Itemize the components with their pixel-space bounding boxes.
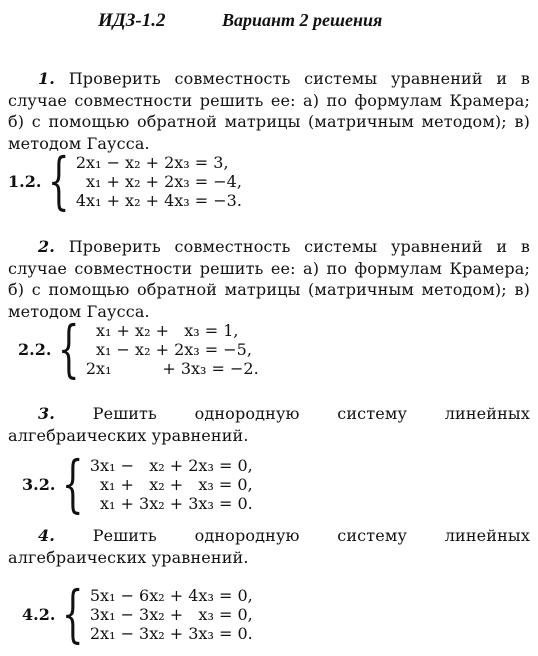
equation: 3x₁ − 3x₂ + x₃ = 0, [89,604,253,624]
task-2-body: Проверить совместность системы уравнений и в случае совместности решить ее: а) по формулам Крамера; б) с помощью обратной матрицы (матричным методом); в) методом Гаусса. [8,237,530,321]
system-3-2-label: 3.2. [22,474,56,494]
task-1-text [8,68,530,154]
system-2-2-label: 2.2. [18,339,52,359]
system-3-2 [22,447,253,520]
equation: 2x₁ − 3x₂ + 3x₃ = 0. [89,623,253,643]
equation: x₁ − x₂ + 2x₃ = −5, [85,339,252,359]
task-3-number: 3. [38,404,56,423]
system-1-2 [8,144,242,217]
equation: x₁ + 3x₂ + 3x₃ = 0. [89,493,253,513]
task-4-body: Решить однородную систему линейных алгебраических уравнений. [8,526,530,567]
variant-title: Вариант 2 решения [222,10,383,30]
equation: x₁ + x₂ + 2x₃ = −4, [75,171,242,191]
system-1-2-equations [76,153,242,210]
system-2-2 [18,312,259,385]
task-4 [8,525,530,568]
system-1-2-label: 1.2. [8,171,42,191]
task-2-number: 2. [38,237,56,256]
task-3-text [8,403,530,446]
equation: 5x₁ − 6x₂ + 4x₃ = 0, [89,585,253,605]
system-4-2 [22,577,253,650]
system-4-2-equations [90,586,253,643]
system-4-2-label: 4.2. [22,604,56,624]
equation: 2x₁ + 3x₃ = −2. [85,358,259,378]
left-brace-icon: { [58,312,80,385]
document-title: ИДЗ-1.2 [98,10,166,31]
equation: x₁ + x₂ + x₃ = 1, [85,320,239,340]
equation: 4x₁ + x₂ + 4x₃ = −3. [75,190,242,210]
task-3-body: Решить однородную систему линейных алгебраических уравнений. [8,404,530,445]
task-1-body: Проверить совместность системы уравнений и в случае совместности решить ее: а) по формулам Крамера; б) с помощью обратной матрицы (матричным методом); в) методом Гаусса. [8,69,530,153]
task-2-text [8,236,530,322]
task-2 [8,236,530,322]
task-4-text [8,525,530,568]
task-3 [8,403,530,446]
system-3-2-equations [90,456,253,513]
equation: 3x₁ − x₂ + 2x₃ = 0, [89,455,253,475]
left-brace-icon: { [62,447,84,520]
task-1-number: 1. [38,69,56,88]
equation: x₁ + x₂ + x₃ = 0, [89,474,253,494]
equation: 2x₁ − x₂ + 2x₃ = 3, [75,152,229,172]
task-4-number: 4. [38,526,56,545]
document-header [0,10,538,36]
task-1 [8,68,530,154]
left-brace-icon: { [62,577,84,650]
left-brace-icon: { [48,144,70,217]
system-2-2-equations [86,321,259,378]
